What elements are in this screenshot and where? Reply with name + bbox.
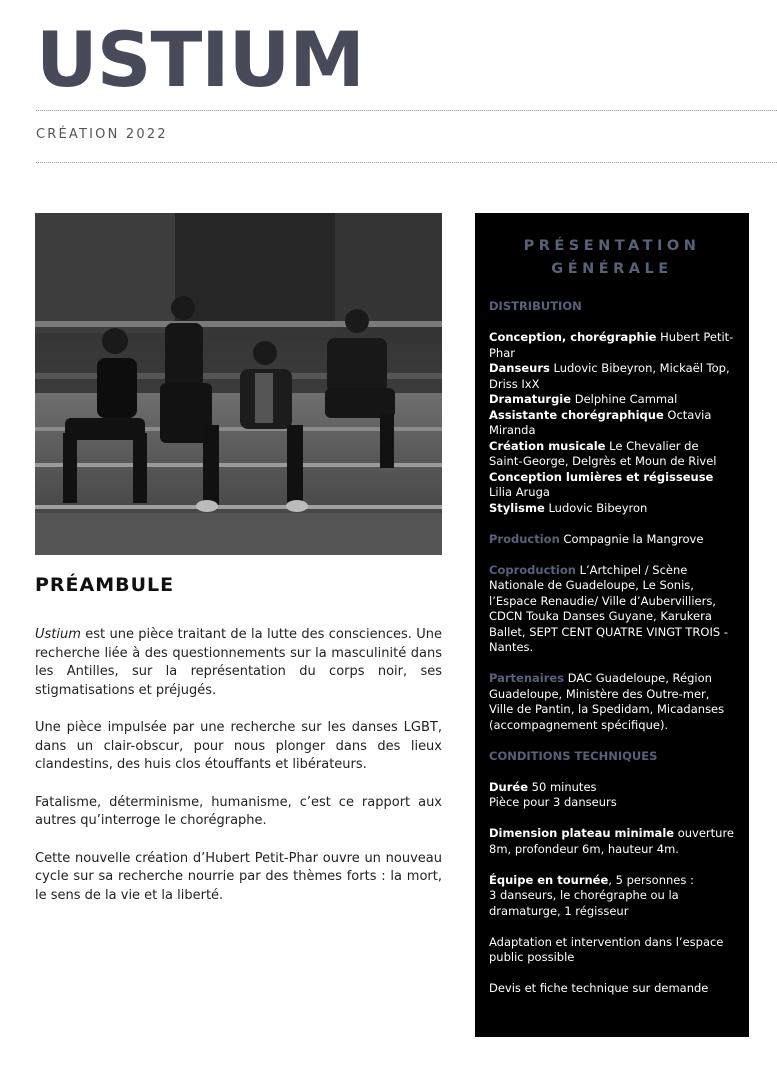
duration-line: Durée 50 minutes xyxy=(489,779,597,794)
credit-line: Conception, chorégraphie Hubert Petit-Phar xyxy=(489,330,734,360)
credit-line: Conception lumières et régisseuse Lilia Aruga xyxy=(489,469,714,499)
preamble-paragraph: Cette nouvelle création d’Hubert Petit-Phar ouvre un nouveau cycle sur sa recherche nourrie par des thèmes forts : la mort, le sens de la vie et la liberté. xyxy=(35,850,442,903)
quote-line: Devis et fiche technique sur demande xyxy=(489,981,709,995)
credit-line: Assistante chorégraphique Octavia Miranda xyxy=(489,407,712,437)
credit-line: Stylisme Ludovic Bibeyron xyxy=(489,500,648,515)
technical-heading: CONDITIONS TECHNIQUES xyxy=(489,748,658,763)
divider xyxy=(36,162,777,163)
partners-line: Partenaires DAC Guadeloupe, Région Guadeloupe, Ministère des Outre-mer, Ville de Pantin, la Spedidam, Micadanses (accompagnement spécifique). xyxy=(489,671,725,732)
coproduction-line: Coproduction L’Artchipel / Scène Nationale de Guadeloupe, Le Sonis, l’Espace Renaudie/ Ville d’Aubervilliers, CDCN Touka Danses Guyane, Karukera Ballet, SEPT CENT QUATRE VINGT TROIS - Nantes. xyxy=(489,562,728,654)
distribution-heading: DISTRIBUTION xyxy=(489,299,582,313)
adaptation-line: Adaptation et intervention dans l’espace public possible xyxy=(489,934,724,964)
team-line: Équipe en tournée, 5 personnes : xyxy=(489,872,694,887)
preamble-paragraph: Ustium est une pièce traitant de la lutte des consciences. Une recherche liée à des questionnements sur la masculinité dans les Antilles, sur la représentation du corps noir, ses stigmatisations et préjugés. xyxy=(35,627,442,698)
preamble-heading: PRÉAMBULE xyxy=(35,574,175,596)
credit-line: Création musicale Le Chevalier de Saint-George, Delgrès et Moun de Rivel xyxy=(489,438,717,468)
divider xyxy=(36,110,777,111)
preamble-paragraph: Une pièce impulsée par une recherche sur les danses LGBT, dans un clair-obscur, pour nous plonger dans des lieux clandestins, des huis clos étouffants et libérateurs. xyxy=(35,720,442,772)
credit-line: Dramaturgie Delphine Cammal xyxy=(489,392,678,406)
panel-title: PRÉSENTATION GÉNÉRALE xyxy=(523,238,701,277)
general-presentation-panel xyxy=(475,213,749,1037)
preamble-text xyxy=(35,626,442,924)
document-subtitle: CRÉATION 2022 xyxy=(36,127,168,142)
preamble-paragraph: Fatalisme, déterminisme, humanisme, c’est ce rapport aux autres qu’interroge le chorégraphe. xyxy=(35,794,442,828)
dancers-photo xyxy=(35,213,442,555)
document-title: USTIUM xyxy=(36,15,364,104)
team-detail: 3 danseurs, le chorégraphe ou la dramaturge, 1 régisseur xyxy=(489,888,679,918)
stage-line: Dimension plateau minimale ouverture 8m, profondeur 6m, hauteur 4m. xyxy=(489,826,734,856)
title-italic: Ustium xyxy=(35,627,81,642)
dancers-line: Pièce pour 3 danseurs xyxy=(489,795,617,809)
credit-line: Danseurs Ludovic Bibeyron, Mickaël Top, Driss IxX xyxy=(489,361,730,391)
production-line: Production Compagnie la Mangrove xyxy=(489,531,704,546)
